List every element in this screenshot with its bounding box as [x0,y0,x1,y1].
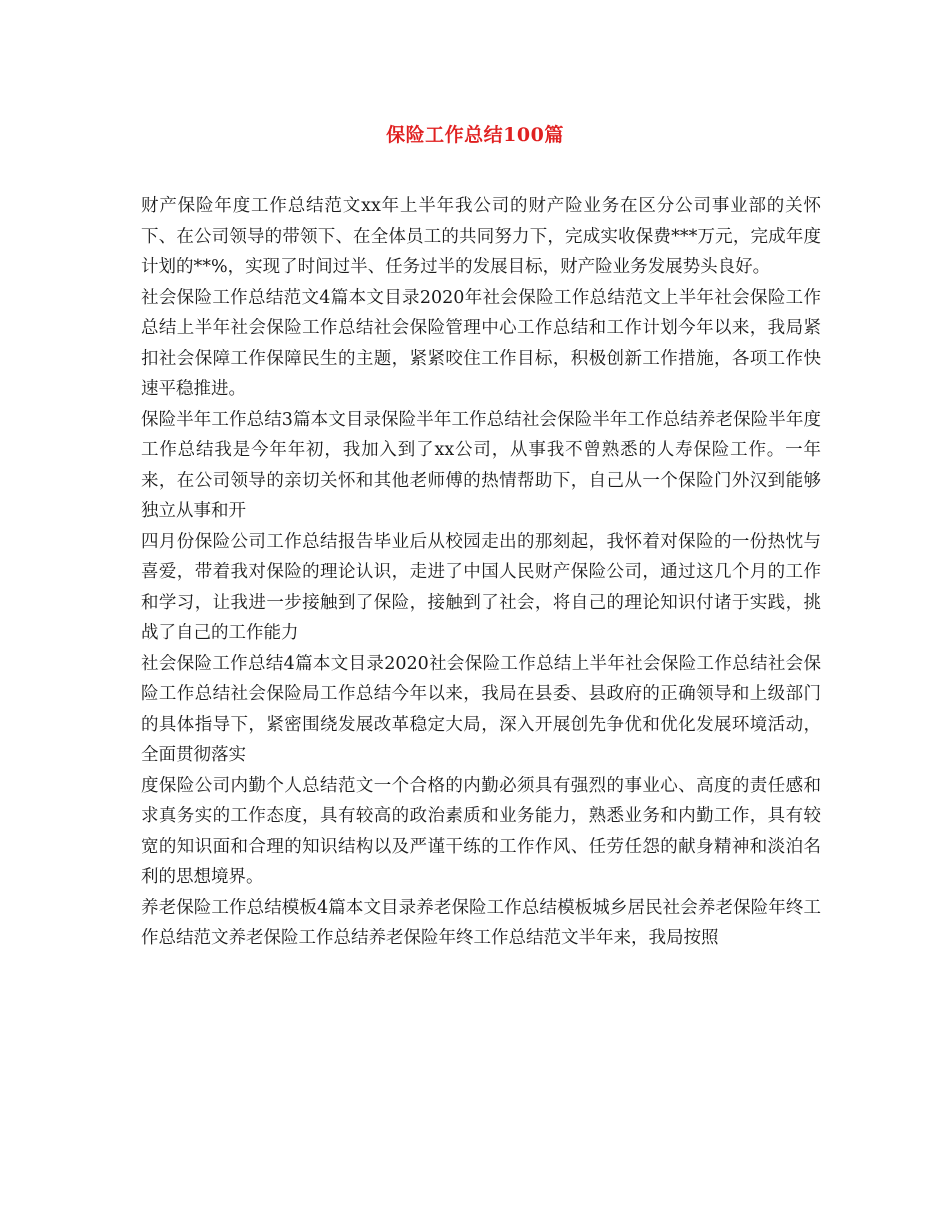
paragraph-half-year-insurance: 保险半年工作总结3篇本文目录保险半年工作总结社会保险半年工作总结养老保险半年度工作总结我是今年年初，我加入到了xx公司，从事我不曾熟悉的人寿保险工作。一年来，在公司领导的亲切关怀和其他老师傅的热情帮助下，自己从一个保险门外汉到能够独立从事和开 [141,409,821,521]
document-body [141,191,821,954]
paragraph-social-insurance: 社会保险工作总结范文4篇本文目录2020年社会保险工作总结范文上半年社会保险工作总结上半年社会保险工作总结社会保险管理中心工作总结和工作计划今年以来，我局紧扣社会保障工作保障民生的主题，紧紧咬住工作目标，积极创新工作措施，各项工作快速平稳推进。 [141,287,821,399]
paragraph-social-insurance-bureau: 社会保险工作总结4篇本文目录2020社会保险工作总结上半年社会保险工作总结社会保险工作总结社会保险局工作总结今年以来，我局在县委、县政府的正确领导和上级部门的具体指导下，紧密围绕发展改革稳定大局，深入开展创先争优和优化发展环境活动，全面贯彻落实 [141,653,821,765]
paragraph-pension-insurance: 养老保险工作总结模板4篇本文目录养老保险工作总结模板城乡居民社会养老保险年终工作总结范文养老保险工作总结养老保险年终工作总结范文半年来，我局按照 [141,897,821,948]
document-title: 保险工作总结100篇 [386,124,564,146]
paragraph-property-insurance: 财产保险年度工作总结范文xx年上半年我公司的财产险业务在区分公司事业部的关怀下、在公司领导的带领下、在全体员工的共同努力下，完成实收保费***万元，完成年度计划的**%，实现了时间过半、任务过半的发展目标，财产险业务发展势头良好。 [141,196,821,277]
paragraph-april-report: 四月份保险公司工作总结报告毕业后从校园走出的那刻起，我怀着对保险的一份热忱与喜爱，带着我对保险的理论认识，走进了中国人民财产保险公司，通过这几个月的工作和学习，让我进一步接触到了保险，接触到了社会，将自己的理论知识付诸于实践，挑战了自己的工作能力 [141,531,821,643]
paragraph-office-staff-summary: 度保险公司内勤个人总结范文一个合格的内勤必须具有强烈的事业心、高度的责任感和求真务实的工作态度，具有较高的政治素质和业务能力，熟悉业务和内勤工作，具有较宽的知识面和合理的知识结构以及严谨干练的工作作风、任劳任怨的献身精神和淡泊名利的思想境界。 [141,775,821,887]
